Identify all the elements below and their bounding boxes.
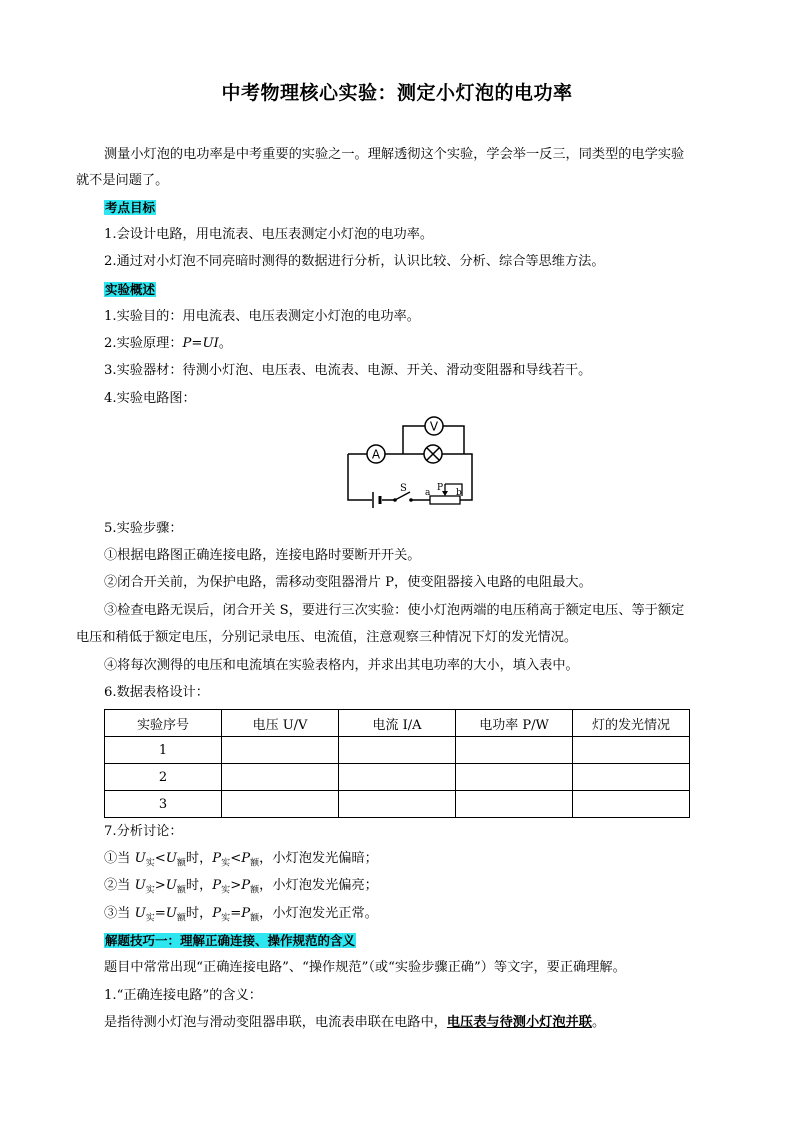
table-cell	[456, 791, 573, 818]
table-cell	[339, 764, 456, 791]
emphasis-voltmeter-parallel: 电压表与待测小灯泡并联	[446, 1015, 592, 1030]
table-row	[105, 737, 690, 764]
analysis-heading: 7.分析讨论：	[104, 824, 183, 839]
goals-heading-text: 考点目标	[105, 200, 156, 215]
overview-item-3: 3.实验器材：待测小灯泡、电压表、电流表、电源、开关、滑动变阻器和导线若干。	[104, 363, 592, 378]
section-heading-overview	[104, 281, 156, 300]
rheostat-symbol	[425, 483, 462, 504]
table-cell	[573, 737, 690, 764]
header-brightness: 灯的发光情况	[573, 710, 690, 737]
table-cell	[456, 764, 573, 791]
table-row	[105, 764, 690, 791]
wire-left	[348, 454, 372, 500]
overview-heading-text: 实验概述	[105, 282, 156, 297]
power-formula: P=UI	[182, 336, 219, 351]
switch-symbol	[393, 483, 413, 502]
goal-item-2: 2.通过对小灯泡不同亮暗时测得的数据进行分析，认识比较、分析、综合等思维方法。	[104, 254, 605, 269]
switch-label: S	[400, 483, 407, 494]
table-cell	[573, 791, 690, 818]
tip-heading	[104, 932, 356, 951]
table-cell: 2	[105, 764, 222, 791]
overview-item-2	[104, 335, 232, 353]
voltmeter-symbol	[425, 417, 443, 435]
tip-item-1: 1.“正确连接电路”的含义：	[104, 988, 262, 1003]
analysis-item-3: ③当 $U_实=U_额$时，$P_实=P_额$，小灯泡发光正常。	[104, 906, 378, 924]
table-cell	[573, 764, 690, 791]
header-trial-number: 实验序号	[105, 710, 222, 737]
table-row	[105, 791, 690, 818]
step-3-line2: 电压和稍低于额定电压，分别记录电压、电流值，注意观察三种情况下灯的发光情况。	[76, 630, 578, 645]
header-voltage: 电压 U/V	[222, 710, 339, 737]
table-cell	[222, 791, 339, 818]
table-cell	[456, 737, 573, 764]
tip-paragraph-1: 题目中常常出现“正确连接电路”、“操作规范”（或“实验步骤正确”）等文字，要正确理解。	[104, 960, 626, 975]
table-cell	[339, 791, 456, 818]
table-header-row	[105, 710, 690, 737]
overview-item-1: 1.实验目的：用电流表、电压表测定小灯泡的电功率。	[104, 309, 420, 324]
table-heading: 6.数据表格设计：	[104, 685, 209, 700]
intro-paragraph-line2: 就不是问题了。	[76, 173, 169, 188]
circuit-diagram	[336, 412, 486, 512]
overview-item-2-prefix: 2.实验原理：	[104, 336, 183, 351]
tip-paragraph-2: 是指待测小灯泡与滑动变阻器串联，电流表串联在电路中，电压表与待测小灯泡并联。	[104, 1015, 606, 1030]
table-cell: 1	[105, 737, 222, 764]
header-current: 电流 I/A	[339, 710, 456, 737]
overview-item-2-suffix: 。	[218, 336, 232, 351]
header-power: 电功率 P/W	[456, 710, 573, 737]
table-cell	[222, 764, 339, 791]
analysis-item-1: ①当 $U_实<U_额$时，$P_实<P_额$，小灯泡发光偏暗；	[104, 851, 378, 869]
battery-symbol	[373, 492, 380, 508]
table-cell	[339, 737, 456, 764]
ammeter-symbol	[367, 445, 385, 463]
lamp-symbol	[424, 445, 442, 463]
step-4: ④将每次测得的电压和电流填在实验表格内，并求出其电功率的大小，填入表中。	[104, 658, 579, 673]
step-1: ①根据电路图正确连接电路，连接电路时要断开开关。	[104, 548, 421, 563]
data-table	[104, 709, 690, 818]
voltmeter-label: V	[429, 419, 439, 434]
rheostat-end-b: b	[456, 488, 462, 498]
section-heading-goals	[104, 199, 156, 218]
overview-item-4: 4.实验电路图：	[104, 391, 196, 406]
step-3-line1: ③检查电路无误后，闭合开关 S，要进行三次实验：使小灯泡两端的电压稍高于额定电压、等于额定	[104, 603, 685, 618]
page-title: 中考物理核心实验：测定小灯泡的电功率	[221, 82, 573, 104]
table-cell	[222, 737, 339, 764]
rheostat-end-a: a	[425, 488, 431, 498]
intro-paragraph-line1: 测量小灯泡的电功率是中考重要的实验之一。理解透彻这个实验，学会举一反三，同类型的电学实验	[104, 147, 685, 162]
goal-item-1: 1.会设计电路，用电流表、电压表测定小灯泡的电功率。	[104, 227, 434, 242]
ammeter-label: A	[371, 447, 381, 462]
table-cell: 3	[105, 791, 222, 818]
analysis-item-2: ②当 $U_实>U_额$时，$P_实>P_额$，小灯泡发光偏亮；	[104, 878, 378, 896]
tip-heading-text: 解题技巧一：理解正确连接、操作规范的含义	[105, 933, 356, 948]
rheostat-slider-label: P	[437, 483, 444, 493]
step-2: ②闭合开关前，为保护电路，需移动变阻器滑片 P，使变阻器接入电路的电阻最大。	[104, 575, 592, 590]
steps-heading: 5.实验步骤：	[104, 521, 183, 536]
